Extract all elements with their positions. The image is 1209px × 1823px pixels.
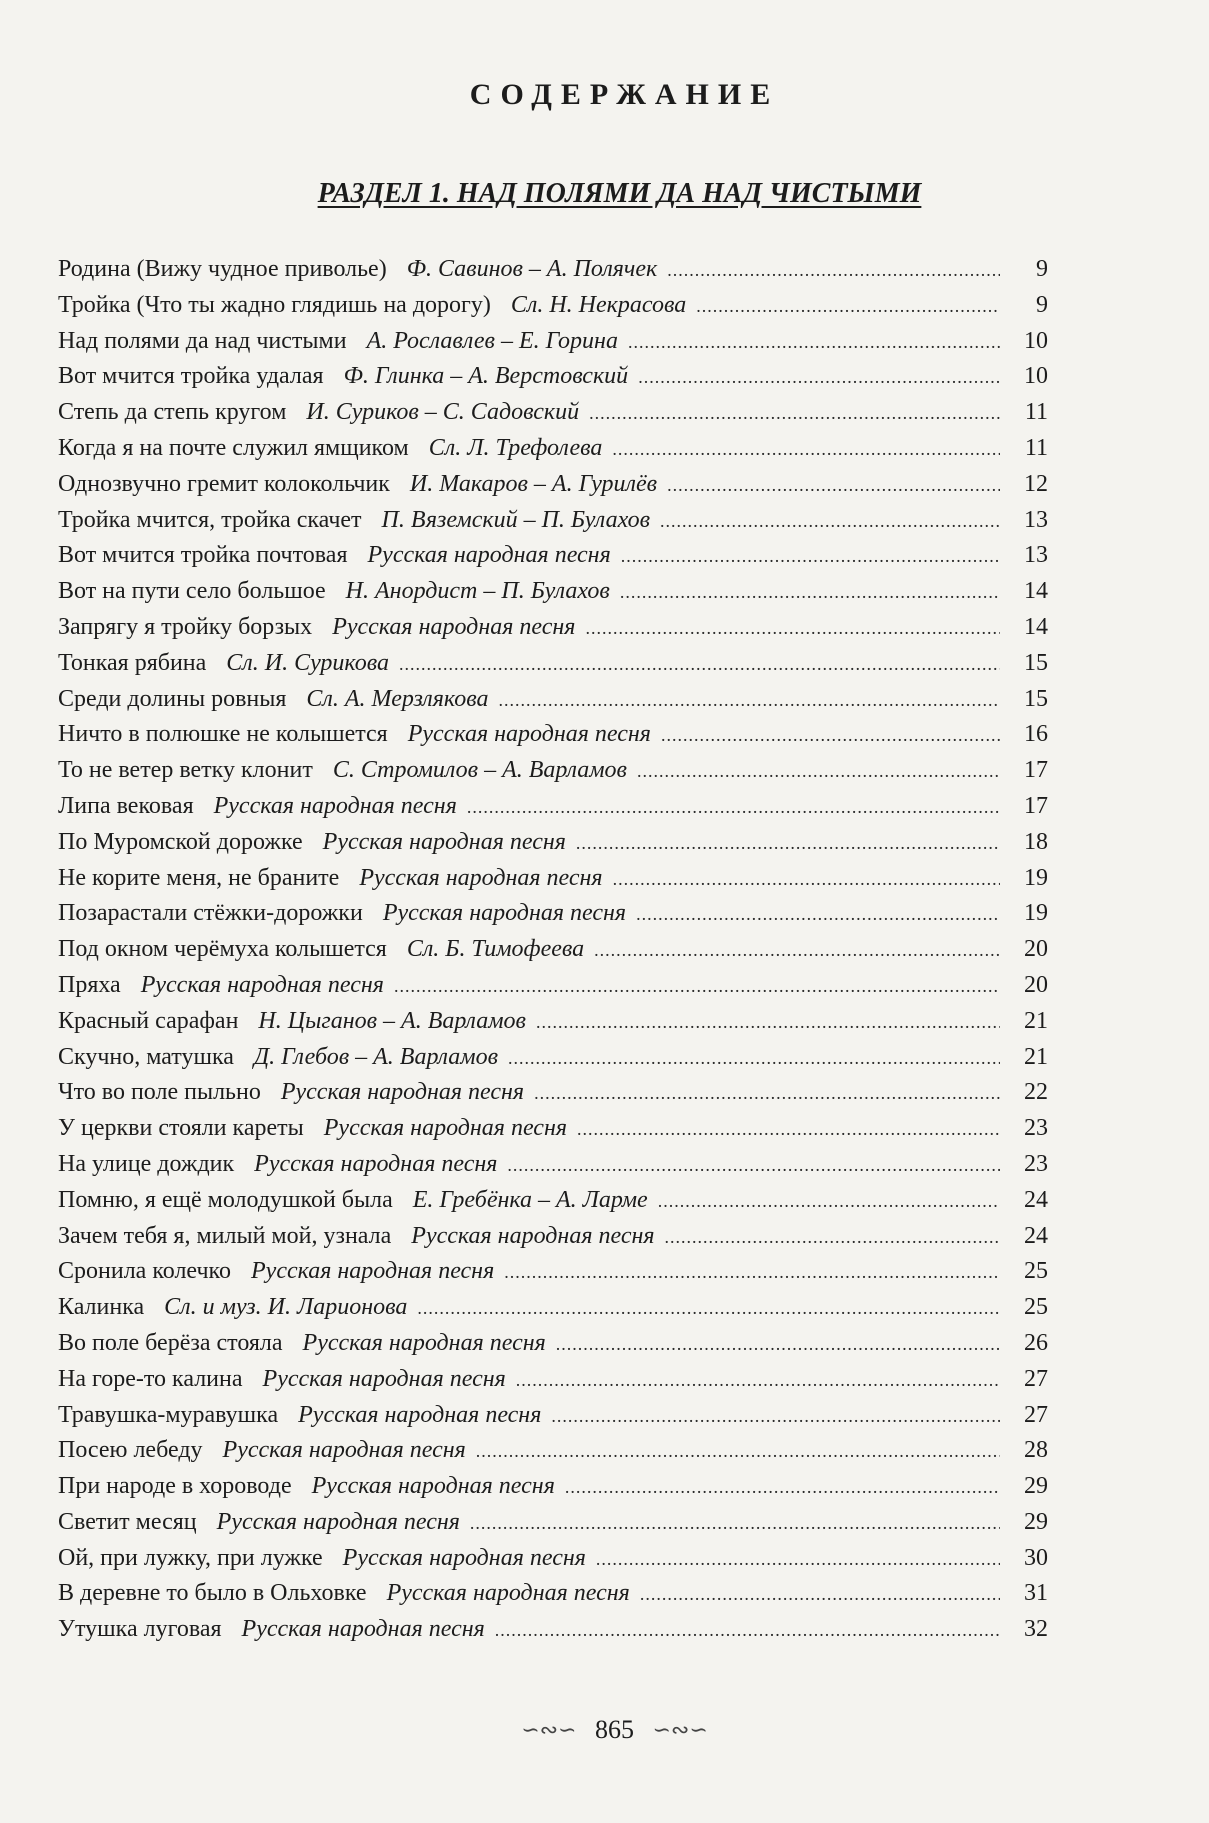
toc-entry-page: 32: [1024, 1616, 1048, 1643]
toc-entry-title: Что во поле пыльно: [58, 1079, 261, 1106]
toc-entry-leader: [661, 718, 1000, 754]
ornament-left-icon: ∽∾∽: [521, 1717, 577, 1743]
toc-entry-page: 21: [1024, 1007, 1048, 1034]
toc-entry-page: 16: [1024, 721, 1048, 748]
toc-entry-leader: [628, 325, 1000, 361]
toc-entry-author: Сл. Л. Трефолева: [428, 434, 603, 461]
toc-entry-author: Сл. Н. Некрасова: [510, 291, 687, 318]
toc-entry: [58, 1219, 1048, 1255]
toc-entry-title: Под окном черёмуха колышется: [58, 936, 387, 963]
toc-entry-author: Русская народная песня: [241, 1616, 485, 1643]
toc-entry-author: Русская народная песня: [216, 1508, 460, 1535]
toc-entry-page: 24: [1024, 1222, 1048, 1249]
toc-entry-leader: [612, 432, 1000, 468]
toc-entry-page: 12: [1024, 470, 1048, 497]
toc-entry-page: 27: [1024, 1401, 1048, 1428]
toc-entry-page: 9: [1036, 291, 1048, 318]
toc-entry-leader: [399, 647, 1000, 683]
toc-entry-title: Вот мчится тройка почтовая: [58, 542, 348, 569]
toc-entry: [58, 538, 1048, 574]
toc-entry-title: Помню, я ещё молодушкой была: [58, 1186, 393, 1213]
toc-entry-author: Русская народная песня: [280, 1079, 525, 1106]
toc-entry-leader: [508, 1041, 1000, 1077]
toc-entry-leader: [667, 468, 1000, 504]
toc-entry: [58, 1111, 1048, 1147]
toc-entry-author: Сл. и муз. И. Ларионова: [164, 1294, 408, 1321]
toc-entry-title: При народе в хороводе: [58, 1473, 292, 1500]
toc-entry-leader: [467, 790, 1000, 826]
toc-entry-title: Вот мчится тройка удалая: [58, 363, 324, 390]
toc-entry-page: 20: [1024, 936, 1048, 963]
toc-entry-title: Позарастали стёжки-дорожки: [58, 900, 363, 927]
toc-entry-author: Д. Глебов – А. Варламов: [253, 1043, 499, 1070]
toc-entry-author: Русская народная песня: [213, 792, 457, 819]
toc-entry-author: Русская народная песня: [254, 1150, 498, 1177]
toc-entry-page: 29: [1024, 1473, 1048, 1500]
toc-entry-title: Красный сарафан: [58, 1007, 239, 1034]
toc-entry-page: 18: [1024, 828, 1048, 855]
toc-entry-author: Ф. Савинов – А. Полячек: [406, 256, 658, 282]
toc-entry-title: Тройка (Что ты жадно глядишь на дорогу): [58, 291, 491, 318]
toc-entry-page: 25: [1024, 1294, 1048, 1321]
toc-entry: [58, 1469, 1048, 1505]
toc-entry-leader: [640, 1577, 1000, 1613]
toc-entry-page: 21: [1024, 1043, 1048, 1070]
toc-entry-leader: [576, 826, 1000, 862]
toc-entry: [58, 1326, 1048, 1362]
page-footer: [0, 1713, 1209, 1745]
toc-entry: [58, 968, 1048, 1004]
toc-entry-page: 14: [1024, 578, 1048, 605]
toc-entry-title: Утушка луговая: [58, 1616, 222, 1643]
toc-entry-page: 13: [1024, 542, 1048, 569]
toc-entry-author: Е. Гребёнка – А. Ларме: [412, 1186, 648, 1213]
toc-entry-author: Русская народная песня: [311, 1473, 555, 1500]
toc-entry-author: А. Рославлев – Е. Горина: [366, 327, 618, 354]
toc-entry: [58, 395, 1048, 431]
ornament-right-icon: ∽∾∽: [652, 1717, 708, 1743]
toc-entry-author: Русская народная песня: [342, 1544, 586, 1571]
toc-entry-leader: [585, 611, 1000, 647]
toc-entry-author: Русская народная песня: [407, 721, 651, 748]
toc-entry-leader: [665, 1220, 1000, 1256]
toc-entry: [58, 359, 1048, 395]
toc-entry: [58, 682, 1048, 718]
toc-entry: [58, 753, 1048, 789]
toc-entry-author: Русская народная песня: [382, 900, 627, 927]
toc-entry-author: С. Стромилов – А. Варламов: [332, 757, 627, 784]
toc-entry-page: 15: [1024, 649, 1048, 676]
toc-entry-author: Русская народная песня: [251, 1258, 495, 1285]
toc-entry-author: Русская народная песня: [386, 1580, 630, 1607]
toc-entry-title: На улице дождик: [58, 1150, 235, 1177]
toc-entry-leader: [565, 1470, 1000, 1506]
toc-entry-title: Скучно, матушка: [58, 1043, 234, 1070]
toc-entry-title: Однозвучно гремит колокольчик: [58, 470, 390, 497]
toc-entry-author: Н. Цыганов – А. Варламов: [258, 1007, 526, 1034]
toc-entry: [58, 610, 1048, 646]
toc-entry-title: Ничто в полюшке не колышется: [58, 721, 388, 748]
toc-entry-title: Тонкая рябина: [58, 649, 207, 676]
toc-entry-page: 25: [1024, 1258, 1048, 1285]
toc-entry-title: Липа вековая: [58, 792, 194, 819]
toc-entry: [58, 467, 1048, 503]
toc-entry-page: 9: [1036, 256, 1048, 282]
toc-entry-leader: [638, 360, 1000, 396]
toc-entry-author: Сл. И. Сурикова: [226, 649, 389, 676]
toc-entry: [58, 1290, 1048, 1326]
toc-entry: [58, 1183, 1048, 1219]
toc-entry-author: П. Вяземский – П. Булахов: [381, 506, 651, 533]
toc-entry-leader: [667, 253, 1000, 289]
toc-entry-author: Ф. Глинка – А. Верстовский: [343, 363, 629, 390]
toc-entry-author: Русская народная песня: [367, 542, 611, 569]
toc-entry: [58, 1254, 1048, 1290]
toc-entry-page: 11: [1024, 434, 1048, 461]
toc-entry-leader: [577, 1112, 1000, 1148]
toc-entry-leader: [637, 754, 1000, 790]
toc-entry-leader: [516, 1363, 1000, 1399]
toc-entry-author: Русская народная песня: [332, 613, 576, 640]
toc-entry-title: На горе-то калина: [58, 1365, 243, 1392]
page-number: 865: [595, 1715, 634, 1745]
toc-entry: [58, 789, 1048, 825]
toc-entry-page: 20: [1024, 971, 1048, 998]
toc-entry-title: Сронила колечко: [58, 1258, 231, 1285]
toc-entry-page: 11: [1024, 399, 1048, 426]
toc-entry-leader: [551, 1399, 1000, 1435]
toc-entry: [58, 646, 1048, 682]
toc-entry: [58, 1433, 1048, 1469]
toc-entry-title: Светит месяц: [58, 1508, 197, 1535]
toc-entry: [58, 825, 1048, 861]
toc-entry: [58, 1576, 1048, 1612]
toc-entry-leader: [536, 1005, 1000, 1041]
toc-entry: [58, 324, 1048, 360]
toc-entry-leader: [636, 897, 1000, 933]
toc-entry-leader: [696, 289, 1000, 325]
toc-entry-leader: [499, 683, 1001, 719]
toc-entry-title: Родина (Вижу чудное приволье): [58, 256, 387, 282]
toc-entry-page: 23: [1024, 1150, 1048, 1177]
toc-entry-leader: [658, 1184, 1000, 1220]
toc-entry: [58, 896, 1048, 932]
toc-entry-title: У церкви стояли кареты: [58, 1115, 304, 1142]
toc-entry-leader: [620, 575, 1000, 611]
toc-entry-author: Русская народная песня: [323, 1115, 568, 1142]
toc-entry-page: 19: [1024, 864, 1048, 891]
toc-entry-page: 28: [1024, 1437, 1048, 1464]
toc-entry-leader: [556, 1327, 1000, 1363]
toc-entry-title: Когда я на почте служил ямщиком: [58, 434, 409, 461]
toc-entry-title: Тройка мчится, тройка скачет: [58, 506, 362, 533]
toc-entry: [58, 717, 1048, 753]
toc-entry-leader: [621, 539, 1000, 575]
toc-entry: [58, 252, 1048, 288]
toc-entry-page: 22: [1024, 1079, 1048, 1106]
toc-entry-author: Русская народная песня: [298, 1401, 542, 1428]
toc-entry-page: 23: [1024, 1115, 1048, 1142]
toc-entry-title: Не корите меня, не браните: [58, 864, 340, 891]
toc-entry-title: Калинка: [58, 1294, 145, 1321]
toc-entry-page: 27: [1024, 1365, 1048, 1392]
toc-entry: [58, 1505, 1048, 1541]
toc-entry-leader: [534, 1076, 1000, 1112]
toc-entry: [58, 503, 1048, 539]
toc-entry-leader: [660, 504, 1000, 540]
toc-entry-leader: [594, 933, 1000, 969]
toc-entry-title: Среди долины ровныя: [58, 685, 287, 712]
toc-entry-leader: [504, 1255, 1000, 1291]
toc-entry-title: Во поле берёза стояла: [58, 1329, 283, 1356]
toc-entry-title: В деревне то было в Ольховке: [58, 1580, 367, 1607]
toc-entry-author: И. Макаров – А. Гурилёв: [409, 470, 658, 497]
toc-entry-author: Русская народная песня: [411, 1222, 655, 1249]
toc-entry-page: 19: [1024, 900, 1048, 927]
toc-entry-author: Русская народная песня: [302, 1329, 546, 1356]
toc-entry-leader: [613, 862, 1000, 898]
toc-entry: [58, 1004, 1048, 1040]
toc-entry: [58, 288, 1048, 324]
toc-entry-author: Русская народная песня: [222, 1437, 466, 1464]
toc-entry-leader: [470, 1506, 1000, 1542]
toc-entry-page: 13: [1024, 506, 1048, 533]
toc-entry-leader: [417, 1291, 1000, 1327]
toc-entry-page: 17: [1024, 757, 1048, 784]
toc-entry-title: Степь да степь кругом: [58, 399, 287, 426]
toc-entry-page: 31: [1024, 1580, 1048, 1607]
toc-entry-title: По Муромской дорожке: [58, 828, 303, 855]
toc-entry-author: Сл. Б. Тимофеева: [406, 936, 585, 963]
toc-entry-title: Вот на пути село большое: [58, 578, 326, 605]
toc-entry: [58, 932, 1048, 968]
toc-entry: [58, 431, 1048, 467]
toc-entry-author: Русская народная песня: [262, 1365, 506, 1392]
toc-entry: [58, 861, 1048, 897]
toc-entry-author: Сл. А. Мерзлякова: [306, 685, 489, 712]
toc-entry-leader: [507, 1148, 1000, 1184]
toc-entry-leader: [589, 396, 1000, 432]
toc-entry: [58, 1541, 1048, 1577]
toc-entry-leader: [495, 1613, 1000, 1649]
toc-entry-title: Зачем тебя я, милый мой, узнала: [58, 1222, 392, 1249]
toc-entry: [58, 1612, 1048, 1648]
toc-entry-page: 24: [1024, 1186, 1048, 1213]
toc-entry-title: Ой, при лужку, при лужке: [58, 1544, 323, 1571]
toc-entry: [58, 1362, 1048, 1398]
toc-entry-author: Русская народная песня: [322, 828, 566, 855]
toc-entry-page: 30: [1024, 1544, 1048, 1571]
toc-entry-author: Н. Анордист – П. Булахов: [345, 578, 610, 605]
toc-entry-page: 10: [1024, 363, 1048, 390]
toc-entry-page: 15: [1024, 685, 1048, 712]
toc-entry-page: 26: [1024, 1329, 1048, 1356]
toc-entry-page: 17: [1024, 792, 1048, 819]
toc-entry: [58, 1398, 1048, 1434]
toc-entry-page: 10: [1024, 327, 1048, 354]
toc-entry-title: Посею лебеду: [58, 1437, 203, 1464]
toc-entry-leader: [394, 969, 1000, 1005]
toc-entry-author: И. Суриков – С. Садовский: [306, 399, 580, 426]
toc-entry-leader: [596, 1542, 1000, 1578]
toc-entry-author: Русская народная песня: [359, 864, 603, 891]
table-of-contents: [58, 252, 1048, 1648]
toc-entry: [58, 574, 1048, 610]
toc-entry-page: 29: [1024, 1508, 1048, 1535]
toc-entry-title: Запрягу я тройку борзых: [58, 613, 313, 640]
section-heading: РАЗДЕЛ 1. НАД ПОЛЯМИ ДА НАД ЧИСТЫМИ: [317, 178, 922, 209]
toc-entry-leader: [476, 1434, 1000, 1470]
toc-entry-title: Пряха: [58, 971, 121, 998]
page-title: СОДЕРЖАНИЕ: [469, 78, 780, 111]
toc-entry: [58, 1075, 1048, 1111]
toc-entry-title: То не ветер ветку клонит: [58, 757, 313, 784]
toc-entry: [58, 1147, 1048, 1183]
toc-entry-title: Травушка-муравушка: [58, 1401, 279, 1428]
toc-entry-page: 14: [1024, 613, 1048, 640]
toc-entry-author: Русская народная песня: [140, 971, 384, 998]
toc-entry-title: Над полями да над чистыми: [58, 327, 347, 354]
toc-entry: [58, 1040, 1048, 1076]
